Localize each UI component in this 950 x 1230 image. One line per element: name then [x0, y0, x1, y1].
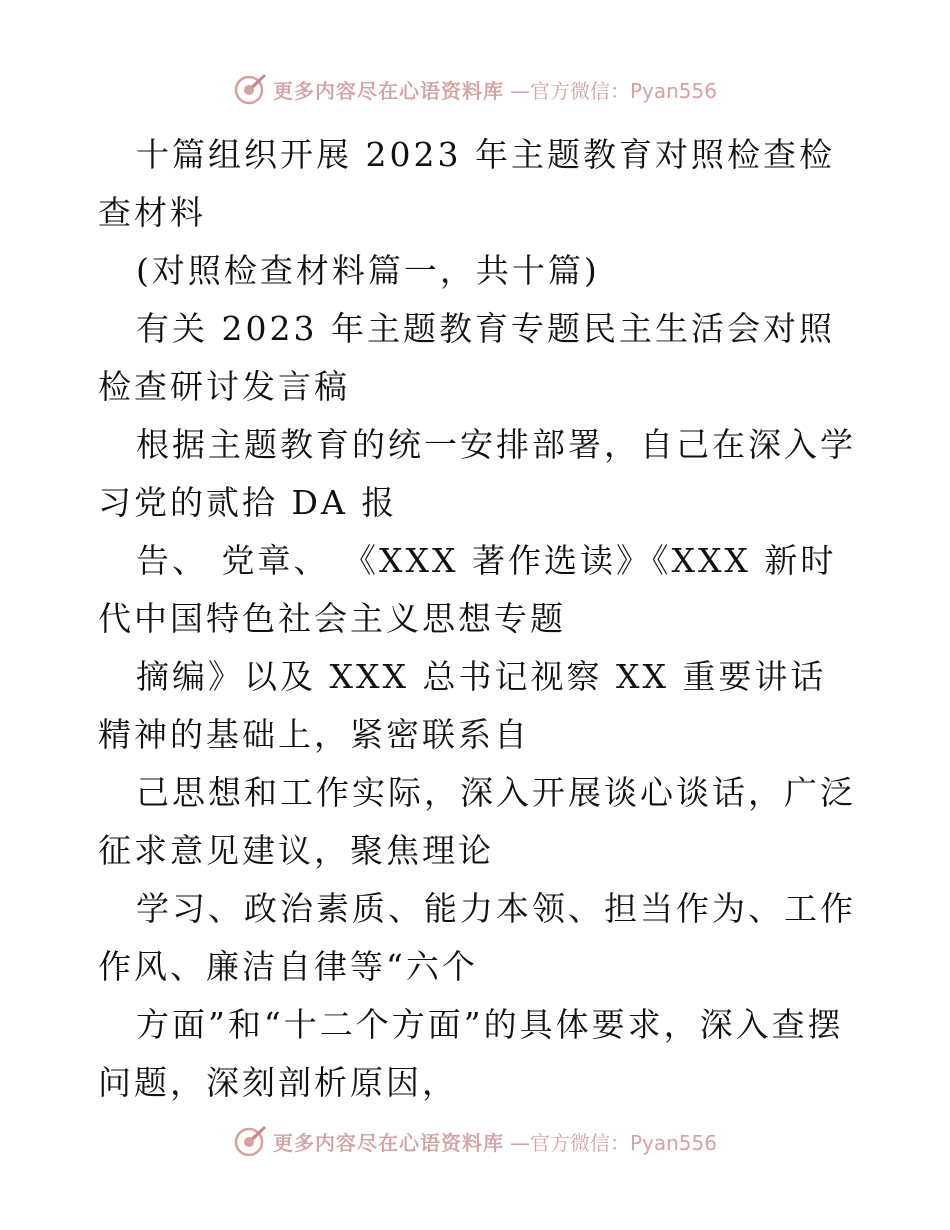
document-body — [98, 126, 858, 1112]
section-heading: 有关 2023 年主题教育专题民主生活会对照检查研讨发言稿 — [98, 309, 835, 406]
pen-logo-icon — [233, 72, 267, 106]
pen-logo-icon — [233, 1124, 267, 1158]
watermark-text: 更多内容尽在心语资料库 — [272, 78, 504, 103]
document-subtitle: (对照检查材料篇一，共十篇) — [136, 251, 600, 290]
document-title: 十篇组织开展 2023 年主题教育对照检查检查材料 — [98, 135, 835, 232]
body-paragraph: 摘编》以及 XXX 总书记视察 XX 重要讲话精神的基础上，紧密联系自 — [98, 657, 827, 754]
footer-watermark — [0, 1124, 950, 1158]
body-paragraph: 根据主题教育的统一安排部署，自己在深入学习党的贰拾 DA 报 — [98, 425, 856, 522]
body-paragraph: 方面”和“十二个方面”的具体要求，深入查摆问题，深刻剖析原因， — [98, 1005, 844, 1102]
watermark-text: 更多内容尽在心语资料库 — [272, 1130, 504, 1155]
watermark-contact: —官方微信：Pyan556 — [509, 1130, 717, 1155]
header-watermark — [0, 72, 950, 106]
body-paragraph: 学习、政治素质、能力本领、担当作为、工作作风、廉洁自律等“六个 — [98, 889, 856, 986]
watermark-contact: —官方微信：Pyan556 — [509, 78, 717, 103]
body-paragraph: 己思想和工作实际，深入开展谈心谈话，广泛征求意见建议，聚焦理论 — [98, 773, 856, 870]
body-paragraph: 告、 党章、 《XXX 著作选读》《XXX 新时代中国特色社会主义思想专题 — [98, 541, 837, 638]
